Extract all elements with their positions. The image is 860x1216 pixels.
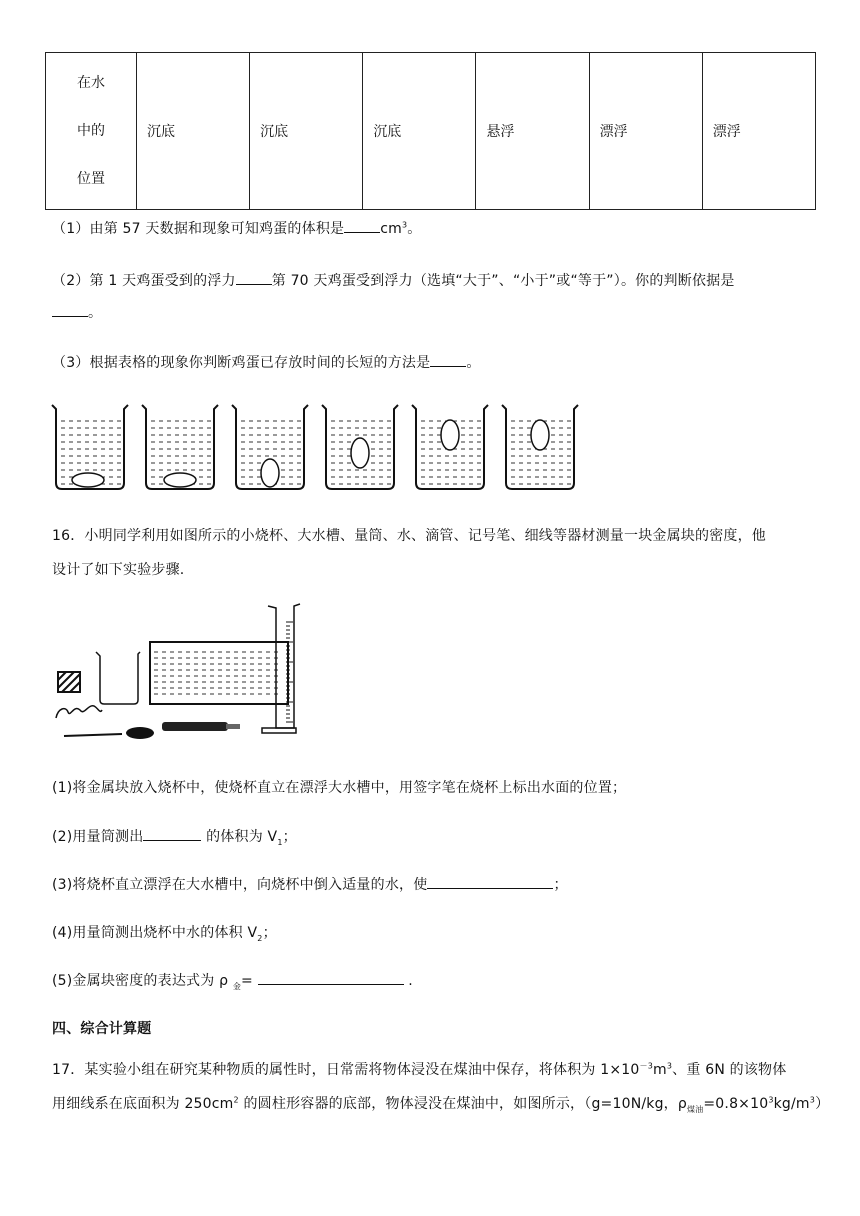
beaker-icon [322, 405, 398, 489]
beaker-icon [412, 405, 488, 489]
q17-line1: 17．某实验小组在研究某种物质的属性时，日常需将物体浸没在煤油中保存，将体积为 $1\times 10^{-3}m^3$、重 6N 的该物体 [52, 1061, 787, 1078]
q15-part3: （3）根据表格的现象你判断鸡蛋已存放时间的长短的方法是 。 [52, 352, 481, 372]
table-cell: 沉底 [363, 53, 476, 210]
dropper-icon [64, 727, 154, 739]
q15-part2-cont: 。 [52, 302, 102, 322]
q16-step1: (1)将金属块放入烧杯中，使烧杯直立在漂浮大水槽中，用签字笔在烧杯上标出水面的位置； [52, 780, 627, 796]
answer-blank[interactable] [143, 826, 201, 841]
table-cell: 漂浮 [702, 53, 815, 210]
q16-intro-line2: 设计了如下实验步骤. [52, 562, 185, 578]
header-line: 位置 [77, 171, 105, 187]
small-beaker-icon [96, 652, 140, 704]
table-header-cell [46, 53, 137, 210]
header-line: 在水 [77, 75, 105, 91]
header-line: 中的 [77, 123, 105, 139]
q17-line2: 用细线系在底面积为 $250cm^2$ 的圆柱形容器的底部，物体浸没在煤油中，如图所示，（g=10N/kg，$\rho_{煤油}=0.8\times 10^3kg/m^3$） [52, 1095, 830, 1114]
egg-icon [261, 459, 279, 487]
water-trough-icon [150, 642, 288, 704]
answer-blank[interactable] [430, 352, 466, 367]
table-cell: 沉底 [137, 53, 250, 210]
section-title: 四、综合计算题 [52, 1021, 152, 1037]
beaker-icon [142, 405, 218, 489]
egg-icon [531, 420, 549, 450]
apparatus-figure [50, 600, 310, 745]
q16-step2: (2)用量筒测出 的体积为 $V_1$； [52, 826, 297, 847]
string-icon [56, 706, 102, 718]
egg-icon [351, 438, 369, 468]
answer-blank[interactable] [427, 874, 553, 889]
table-cell: 漂浮 [589, 53, 702, 210]
answer-blank[interactable] [236, 270, 272, 285]
egg-icon [72, 473, 104, 487]
q15-part2: （2）第 1 天鸡蛋受到的浮力 第 70 天鸡蛋受到浮力（选填“大于”、“小于”或“等于”）。你的判断依据是 [52, 270, 735, 290]
table-cell: 悬浮 [476, 53, 589, 210]
q16-intro-line1: 16．小明同学利用如图所示的小烧杯、大水槽、量筒、水、滴管、记号笔、细线等器材测量一块金属块的密度，他 [52, 528, 767, 544]
q16-step5: (5)金属块密度的表达式为 ρ $_金$= . [52, 970, 413, 992]
table-cell: 沉底 [250, 53, 363, 210]
beaker-icon [52, 405, 128, 489]
metal-block-icon [58, 672, 80, 692]
egg-icon [441, 420, 459, 450]
answer-blank[interactable] [52, 302, 88, 317]
beakers-figure [50, 395, 580, 495]
q15-part1: （1）由第 57 天数据和现象可知鸡蛋的体积是 $cm^3$。 [52, 218, 421, 238]
graduated-cylinder-icon [262, 604, 300, 733]
answer-blank[interactable] [344, 218, 380, 233]
egg-icon [164, 473, 196, 487]
egg-position-table [45, 52, 816, 210]
answer-blank[interactable] [258, 970, 404, 985]
table-row [46, 53, 816, 210]
q16-step3: (3)将烧杯直立漂浮在大水槽中，向烧杯中倒入适量的水，使 ； [52, 874, 568, 894]
marker-pen-icon [162, 722, 240, 731]
beaker-icon [502, 405, 578, 489]
q16-step4: (4)用量筒测出烧杯中水的体积 $V_2$； [52, 925, 277, 943]
beaker-icon [232, 405, 308, 489]
